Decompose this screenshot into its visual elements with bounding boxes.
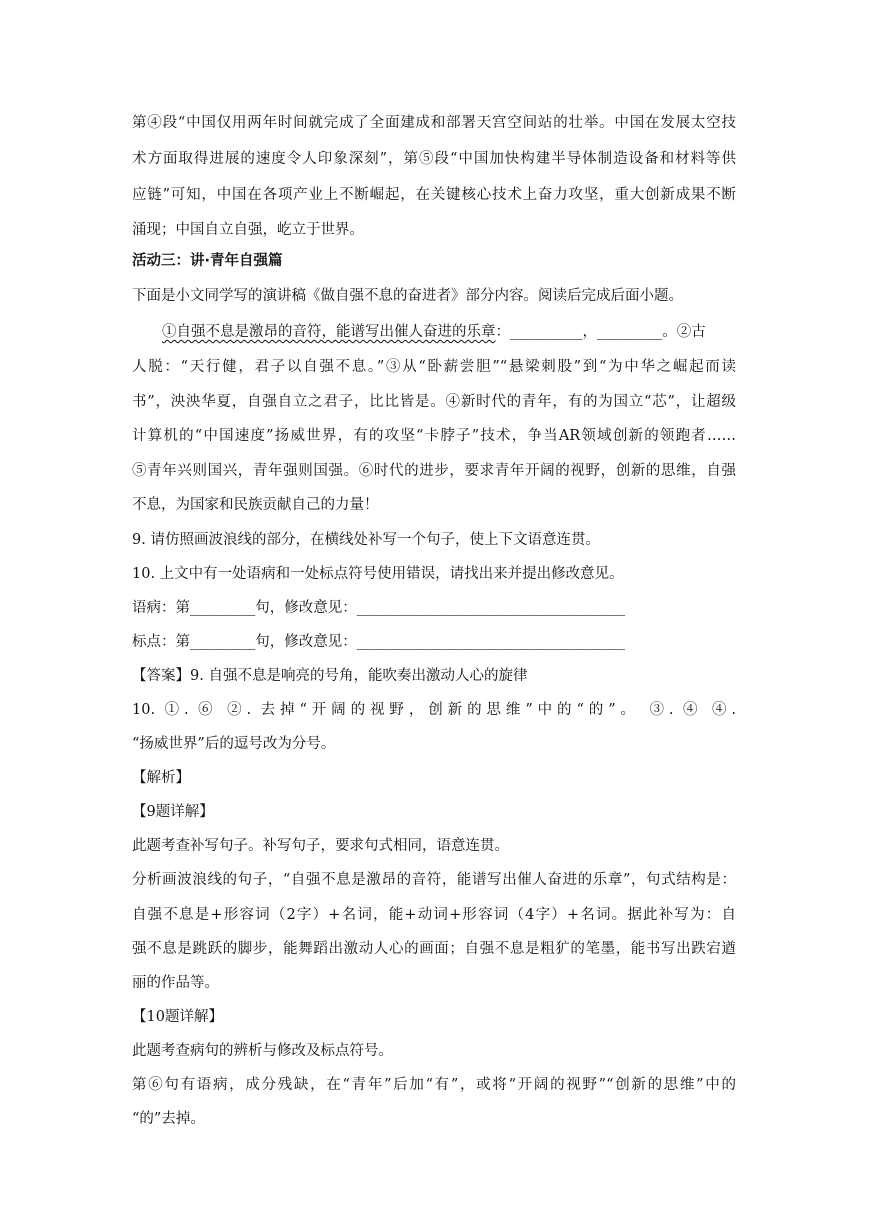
detail-9-heading: 【9题详解】 [132,804,214,820]
answer-10-line: “扬威世界”后的逗号改为分号。 [132,736,336,752]
speech-line: 人脱：“天行健，君子以自强不息。”③从“卧薪尝胆”“悬梁刺股”到“为中华之崛起而读 [132,359,736,375]
activity-title: 活动三：讲·青年自强篇 [132,253,283,269]
detail-line: 分析画波浪线的句子，“自强不息是激昂的音符，能谱写出催人奋进的乐章”，句式结构是： [132,872,736,888]
speech-line: ⑤青年兴则国兴，青年强则国强。⑥时代的进步，要求青年开阔的视野，创新的思维，自强 [132,463,736,479]
detail-line: 自强不息是+形容词（2字）+名词，能+动词+形容词（4字）+名词。据此补写为：自 [132,907,736,923]
speech-line: 计算机的“中国速度”扬威世界，有的攻坚“卡脖子”技术，争当AR领域创新的领跑者…… [132,428,736,444]
detail-10-heading: 【10题详解】 [132,1009,223,1025]
punctuation-error-blank: 标点：第_________句，修改意见：_____________________________________ [132,634,625,650]
paragraph-line: 术方面取得进展的速度令人印象深刻”，第⑤段“中国加快构建半导体制造设备和材料等供 [132,151,736,167]
question-10: 10. 上文中有一处语病和一处标点符号使用错误，请找出来并提出修改意见。 [132,566,624,582]
wavy-underlined-sentence: ①自强不息是激昂的音符，能谱写出催人奋进的乐章 [162,324,496,340]
intro-text: 下面是小文同学写的演讲稿《做自强不息的奋进者》部分内容。阅读后完成后面小题。 [132,288,683,304]
speech-line: 不息，为国家和民族贡献自己的力量！ [132,497,379,513]
answer-10-line: 10. ①. ⑥ ②. 去掉“开阔的视野，创新的思维”中的“的”。 ③. ④ ④. [132,702,736,718]
detail-line: 丽的作品等。 [132,975,219,991]
detail-line: 此题考查病句的辨析与修改及标点符号。 [132,1043,393,1059]
paragraph-line: 应链”可知，中国在各项产业上不断崛起，在关键核心技术上奋力攻坚，重大创新成果不断 [132,187,736,203]
detail-line: “的”去掉。 [132,1111,205,1127]
speech-line: 书”，泱泱华夏，自强自立之君子，比比皆是。④新时代的青年，有的为国立“芯”，让超级 [132,394,736,410]
answer-line: 【答案】9. 自强不息是响亮的号角，能吹奏出激动人心的旋律 [132,668,528,684]
blank-fill-text: ：__________，_________。②古 [495,324,706,340]
analysis-heading: 【解析】 [132,770,190,786]
paragraph-line: 第④段“中国仅用两年时间就完成了全面建成和部署天宫空间站的壮举。中国在发展太空技 [132,115,736,131]
detail-line: 强不息是跳跃的脚步，能舞蹈出激动人心的画面；自强不息是粗犷的笔墨，能书写出跌宕遒 [132,941,736,957]
question-9: 9. 请仿照画波浪线的部分，在横线处补写一个句子，使上下文语意连贯。 [132,532,600,548]
speech-line-1 [162,322,706,342]
detail-line: 第⑥句有语病，成分残缺，在“青年”后加“有”，或将“开阔的视野”“创新的思维”中的 [132,1077,736,1093]
grammar-error-blank: 语病：第_________句，修改意见：_____________________________________ [132,600,625,616]
paragraph-line: 涌现；中国自立自强，屹立于世界。 [132,222,364,238]
detail-line: 此题考查补写句子。补写句子，要求句式相同，语意连贯。 [132,838,509,854]
